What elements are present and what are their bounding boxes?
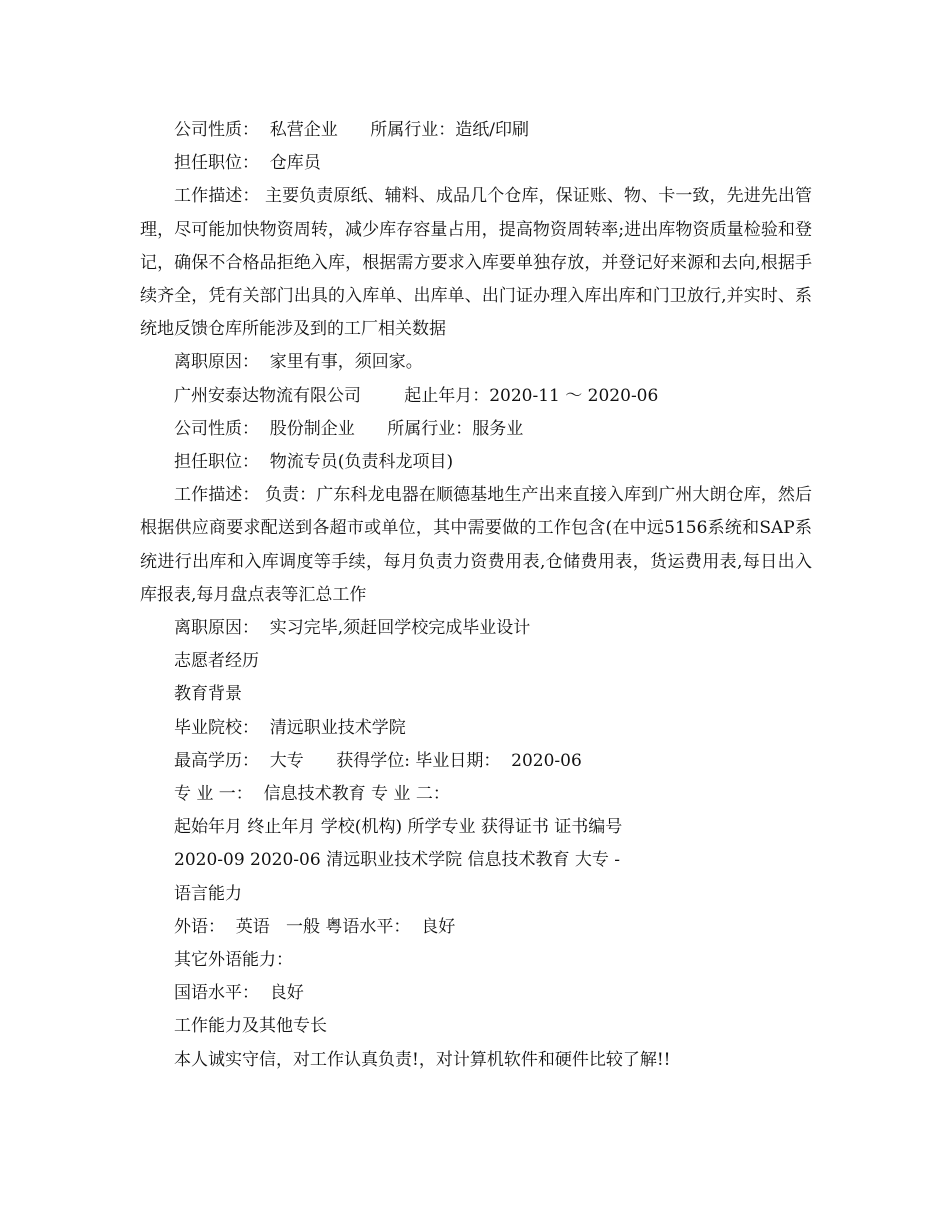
degree-line: 最高学历： 大专 获得学位: 毕业日期： 2020-06 (174, 750, 582, 771)
section-heading-skills: 工作能力及其他专长 (174, 1016, 327, 1037)
school-line: 毕业院校： 清远职业技术学院 (174, 717, 406, 738)
position-line: 担任职位： 仓库员 (174, 153, 321, 174)
foreign-language-line: 外语： 英语 一般 粤语水平： 良好 (174, 916, 456, 937)
self-assessment-line: 本人诚实守信，对工作认真负责!，对计算机软件和硬件比较了解!! (174, 1049, 671, 1070)
other-language-line: 其它外语能力： (174, 950, 293, 971)
section-heading-volunteer: 志愿者经历 (174, 651, 259, 672)
section-heading-language: 语言能力 (174, 883, 242, 904)
job-description-paragraph: 工作描述： 负责：广东科龙电器在顺德基地生产出来直接入库到广州大朗仓库，然后根据供应商要求配送到各超市或单位，其中需要做的工作包含(在中远5156系统和SAP系统进行出库和入库调度等手续，每月负责力资费用表,仓储费用表，货运费用表,每日出入库报表,每月盘点表等汇总工作 (140, 485, 812, 605)
leave-reason-line: 离职原因： 实习完毕,须赶回学校完成毕业设计 (174, 618, 531, 639)
job-description-paragraph: 工作描述： 主要负责原纸、辅料、成品几个仓库，保证账、物、卡一致，先进先出管理，尽可能加快物资周转，减少库存容量占用，提高物资周转率;进出库物资质量检验和登记，确保不合格品拒绝入库，根据需方要求入库要单独存放，并登记好来源和去向,根据手续齐全，凭有关部门出具的入库单、出库单、出门证办理入库出库和门卫放行,并实时、系统地反馈仓库所能涉及到的工厂相关数据 (140, 186, 812, 340)
company-nature-line: 公司性质： 私营企业 所属行业：造纸/印刷 (174, 120, 529, 140)
company-nature-line: 公司性质： 股份制企业 所属行业：服务业 (174, 418, 524, 439)
resume-content (140, 114, 812, 1077)
education-table-header: 起始年月 终止年月 学校(机构) 所学专业 获得证书 证书编号 (174, 817, 623, 838)
company-name-line: 广州安泰达物流有限公司 起止年月：2020-11 ～ 2020-06 (174, 385, 659, 406)
position-line: 担任职位： 物流专员(负责科龙项目) (174, 452, 454, 473)
leave-reason-line: 离职原因： 家里有事，须回家。 (174, 352, 423, 373)
education-table-row: 2020-09 2020-06 清远职业技术学院 信息技术教育 大专 - (174, 850, 621, 871)
section-heading-education: 教育背景 (174, 684, 242, 705)
major-line: 专 业 一： 信息技术教育 专 业 二： (174, 784, 450, 805)
mandarin-level-line: 国语水平： 良好 (174, 983, 304, 1004)
